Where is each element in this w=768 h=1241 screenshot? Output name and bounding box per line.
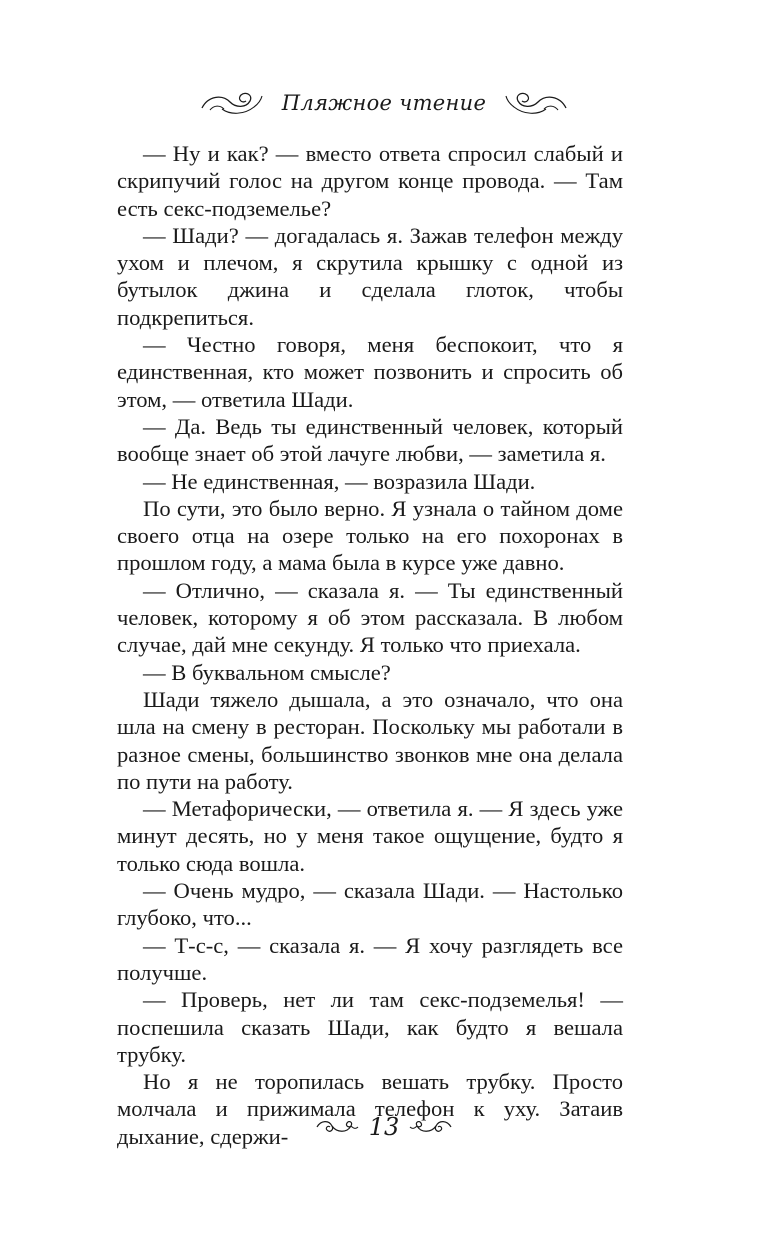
paragraph: — Очень мудро, — сказала Шади. — Настолько глубоко, что... — [117, 878, 623, 931]
right-swirl-icon — [409, 1117, 453, 1137]
running-head — [0, 80, 768, 126]
paragraph: — Метафорически, — ответила я. — Я здесь уже минут десять, но у меня такое ощущение, будто я только сюда вошла. — [117, 796, 623, 876]
running-head-title: Пляжное чтение — [281, 91, 487, 115]
paragraph: — В буквальном смысле? — [143, 659, 391, 685]
paragraph: — Проверь, нет ли там секс-подземелья! — поспешила сказать Шади, как будто я вешала трубку. — [117, 987, 623, 1067]
paragraph: — Шади? — догадалась я. Зажав телефон между ухом и плечом, я скрутила крышку с одной из бутылок джина и сделала глоток, чтобы подкрепиться. — [117, 222, 623, 330]
body-text — [117, 140, 623, 1150]
paragraph: — Не единственная, — возразила Шади. — [143, 468, 536, 494]
paragraph: Но я не торопилась вешать трубку. Просто молчала и прижимала телефон к уху. Затаив дыхание, сдержи- — [117, 1069, 623, 1149]
left-swirl-icon — [315, 1117, 359, 1137]
paragraph: — Да. Ведь ты единственный человек, который вообще знает об этой лачуге любви, — заметила я. — [117, 413, 623, 467]
paragraph: — Т-с-с, — сказала я. — Я хочу разглядеть все получше. — [117, 932, 623, 985]
page-folio — [0, 1110, 768, 1144]
paragraph: По сути, это было верно. Я узнала о тайном доме своего отца на озере только на его похоронах в прошлом году, а мама была в курсе уже давно. — [117, 495, 623, 576]
left-flourish-icon — [200, 88, 264, 118]
paragraph: — Ну и как? — вместо ответа спросил слабый и скрипучий голос на другом конце провода. — Там есть секс-подземелье? — [117, 141, 623, 221]
paragraph: — Честно говоря, меня беспокоит, что я единственная, кто может позвонить и спросить об этом, — ответила Шади. — [117, 332, 623, 412]
page-number: 13 — [368, 1113, 400, 1141]
paragraph: — Отлично, — сказала я. — Ты единственный человек, которому я об этом рассказала. В любом случае, дай мне секунду. Я только что приехала. — [117, 577, 623, 658]
right-flourish-icon — [504, 88, 568, 118]
paragraph: Шади тяжело дышала, а это означало, что она шла на смену в ресторан. Поскольку мы работали в разное смены, большинство звонков мне она делала по пути на работу. — [117, 686, 623, 794]
